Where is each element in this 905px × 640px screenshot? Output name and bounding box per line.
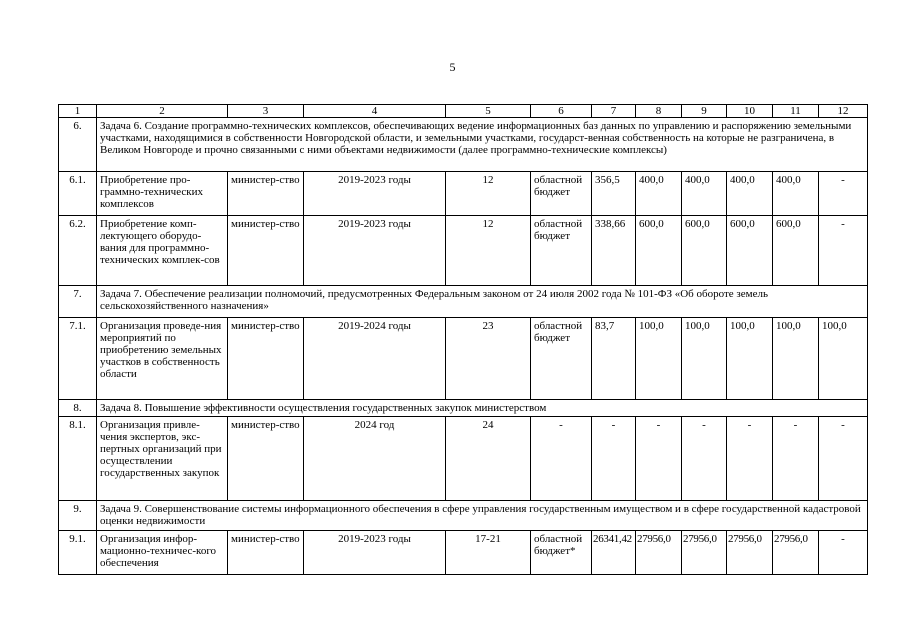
task-text: Задача 7. Обеспечение реализации полномочий, предусмотренных Федеральным законом от 24 июля 2002 года № 101-ФЗ «Об обороте земель сельскохозяйственного назначения»: [97, 286, 868, 318]
amount-2019: 356,5: [592, 172, 636, 216]
amount-2019: 83,7: [592, 318, 636, 400]
amount-2024: -: [819, 417, 868, 501]
column-number: 10: [727, 105, 773, 118]
task-row: [59, 286, 868, 318]
task-text: Задача 8. Повышение эффективности осуществления государственных закупок министерством: [97, 400, 868, 417]
amount-2020: 100,0: [636, 318, 682, 400]
amount-2023: 400,0: [773, 172, 819, 216]
amount-2024: -: [819, 172, 868, 216]
row-number: 6.1.: [59, 172, 97, 216]
column-number: 1: [59, 105, 97, 118]
amount-2022: 27956,0: [727, 531, 773, 575]
amount-2022: 100,0: [727, 318, 773, 400]
amount-2023: -: [773, 417, 819, 501]
executor: министер-ство: [228, 172, 304, 216]
goal-ref: 24: [446, 417, 531, 501]
column-number: 2: [97, 105, 228, 118]
amount-2021: 600,0: [682, 216, 727, 286]
amount-2023: 100,0: [773, 318, 819, 400]
funding-source: областной бюджет: [531, 172, 592, 216]
funding-source: областной бюджет: [531, 318, 592, 400]
executor: министер-ство: [228, 216, 304, 286]
column-number: 6: [531, 105, 592, 118]
goal-ref: 12: [446, 172, 531, 216]
table-row: [59, 417, 868, 501]
column-number: 8: [636, 105, 682, 118]
row-number: 8.: [59, 400, 97, 417]
amount-2021: 100,0: [682, 318, 727, 400]
amount-2019: 26341,42: [592, 531, 636, 575]
task-row: [59, 501, 868, 531]
table-row: [59, 216, 868, 286]
column-number: 11: [773, 105, 819, 118]
activity-name: Организация привле-чения экспертов, экс-пертных организаций при осуществлении государственных закупок: [97, 417, 228, 501]
activity-name: Приобретение комп-лектующего оборудо-вания для программно-технических комплек-сов: [97, 216, 228, 286]
executor: министер-ство: [228, 531, 304, 575]
period: 2019-2024 годы: [304, 318, 446, 400]
amount-2022: 400,0: [727, 172, 773, 216]
program-table: [58, 104, 868, 575]
column-number: 4: [304, 105, 446, 118]
activity-name: Приобретение про-граммно-технических комплексов: [97, 172, 228, 216]
amount-2019: 338,66: [592, 216, 636, 286]
amount-2019: -: [592, 417, 636, 501]
column-number: 7: [592, 105, 636, 118]
amount-2020: 400,0: [636, 172, 682, 216]
period: 2024 год: [304, 417, 446, 501]
table-row: [59, 531, 868, 575]
task-text: Задача 9. Совершенствование системы информационного обеспечения в сфере управления государственным имуществом и в сфере государственной кадастровой оценки недвижимости: [97, 501, 868, 531]
row-number: 7.1.: [59, 318, 97, 400]
amount-2022: -: [727, 417, 773, 501]
period: 2019-2023 годы: [304, 172, 446, 216]
row-number: 7.: [59, 286, 97, 318]
funding-source: -: [531, 417, 592, 501]
amount-2022: 600,0: [727, 216, 773, 286]
goal-ref: 17-21: [446, 531, 531, 575]
amount-2024: 100,0: [819, 318, 868, 400]
table-row: [59, 318, 868, 400]
amount-2020: 600,0: [636, 216, 682, 286]
page-number: 5: [449, 60, 456, 74]
amount-2020: -: [636, 417, 682, 501]
task-text: Задача 6. Создание программно-технических комплексов, обеспечивающих ведение информационных баз данных по управлению и распоряжению земельными участками, находящимися в собственности Новгородской области, и земельными участками, государст-венная собственность на которые не разграничена, в Великом Новгороде и прочно связанными с ними объектами недвижимости (далее программно-технические комплексы): [97, 118, 868, 172]
executor: министер-ство: [228, 417, 304, 501]
amount-2020: 27956,0: [636, 531, 682, 575]
column-number: 5: [446, 105, 531, 118]
row-number: 9.: [59, 501, 97, 531]
funding-source: областной бюджет*: [531, 531, 592, 575]
goal-ref: 12: [446, 216, 531, 286]
executor: министер-ство: [228, 318, 304, 400]
activity-name: Организация проведе-ния мероприятий по приобретению земельных участков в собственность области: [97, 318, 228, 400]
amount-2021: 27956,0: [682, 531, 727, 575]
column-number-row: [59, 105, 868, 118]
row-number: 8.1.: [59, 417, 97, 501]
column-number: 3: [228, 105, 304, 118]
amount-2021: 400,0: [682, 172, 727, 216]
amount-2024: -: [819, 531, 868, 575]
column-number: 12: [819, 105, 868, 118]
goal-ref: 23: [446, 318, 531, 400]
amount-2023: 600,0: [773, 216, 819, 286]
period: 2019-2023 годы: [304, 531, 446, 575]
row-number: 6.: [59, 118, 97, 172]
row-number: 9.1.: [59, 531, 97, 575]
table-row: [59, 172, 868, 216]
amount-2023: 27956,0: [773, 531, 819, 575]
column-number: 9: [682, 105, 727, 118]
activity-name: Организация инфор-мационно-техничес-кого обеспечения: [97, 531, 228, 575]
amount-2024: -: [819, 216, 868, 286]
amount-2021: -: [682, 417, 727, 501]
row-number: 6.2.: [59, 216, 97, 286]
task-row: [59, 118, 868, 172]
task-row: [59, 400, 868, 417]
period: 2019-2023 годы: [304, 216, 446, 286]
funding-source: областной бюджет: [531, 216, 592, 286]
